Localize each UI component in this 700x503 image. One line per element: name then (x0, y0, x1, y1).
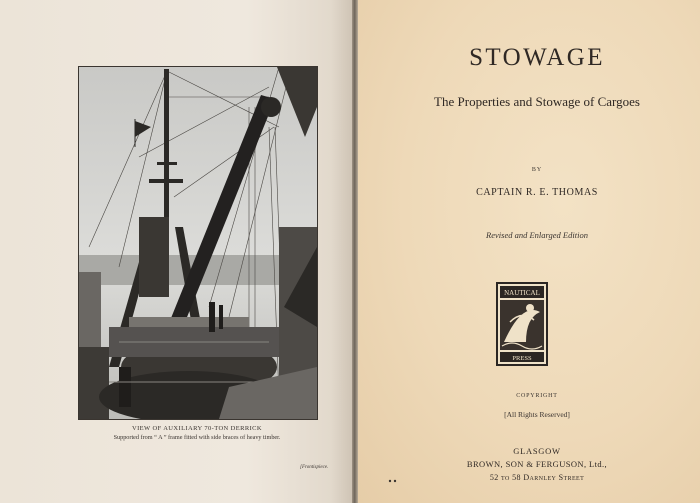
printer-mark (388, 479, 398, 483)
book-subtitle: The Properties and Stowage of Cargoes (434, 94, 640, 109)
publisher-address: 52 to 58 Darnley Street (489, 473, 585, 482)
publisher-name: BROWN, SON & FERGUSON, Ltd., (466, 459, 608, 469)
publisher-city: GLASGOW (513, 446, 561, 456)
rights-reserved: [All Rights Reserved] (504, 410, 570, 419)
emblem-text-bottom: PRESS (512, 355, 532, 362)
author-name: CAPTAIN R. E. THOMAS (476, 187, 598, 198)
copyright-label: COPYRIGHT (516, 393, 558, 399)
frontispiece-caption-description: Supported from “ A ” frame fitted with side braces of heavy timber. (113, 434, 281, 441)
by-label: BY (531, 167, 543, 173)
emblem-text-top: NAUTICAL (504, 289, 540, 297)
edition-note: Revised and Enlarged Edition (486, 230, 588, 240)
right-page (358, 0, 700, 503)
frontispiece-caption-title: VIEW OF AUXILIARY 70-TON DERRICK (131, 425, 263, 432)
frontispiece-label: [Frontispiece. (300, 465, 329, 470)
book-title: STOWAGE (469, 44, 605, 71)
publisher-emblem (496, 282, 548, 366)
frontispiece-photo (78, 66, 318, 420)
